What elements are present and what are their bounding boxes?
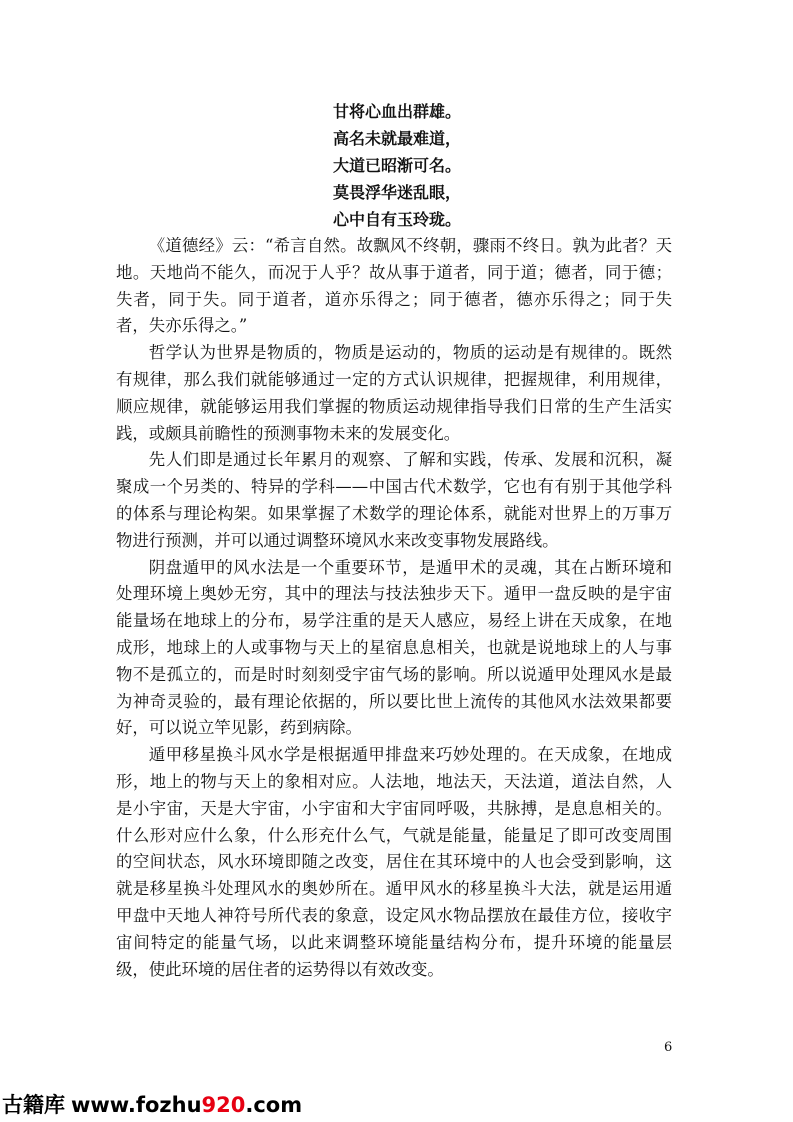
poem-line: 莫畏浮华迷乱眼， <box>333 183 462 202</box>
watermark-site-name: 古籍库 <box>2 1093 65 1117</box>
page-number: 6 <box>664 1040 673 1055</box>
watermark-url-number: 920 <box>201 1093 246 1117</box>
paragraph-daodejing-quote: 《道德经》云：“希言自然。故飘风不终朝，骤雨不终日。孰为此者？天地。天地尚不能久，而况于人乎？故从事于道者，同于道；德者，同于德；失者，同于失。同于道者，道亦乐得之；同于德者，德亦乐得之；同于失者，失亦乐得之。” <box>116 236 672 336</box>
body-text <box>116 233 672 983</box>
poem-line: 高名未就最难道， <box>333 129 462 148</box>
poem-line: 甘将心血出群雄。 <box>333 102 462 121</box>
poem-block <box>333 98 633 233</box>
watermark-url-prefix: www.fozhu <box>71 1093 202 1117</box>
paragraph-philosophy: 哲学认为世界是物质的，物质是运动的，物质的运动是有规律的。既然有规律，那么我们就能够通过一定的方式认识规律，把握规律，利用规律，顺应规律，就能够运用我们掌握的物质运动规律指导我们日常的生产生活实践，或颇具前瞻性的预测事物未来的发展变化。 <box>116 343 672 443</box>
watermark <box>2 1089 302 1119</box>
paragraph-yinpan-dunjia: 阴盘遁甲的风水法是一个重要环节，是遁甲术的灵魂，其在占断环境和处理环境上奥妙无穷，其中的理法与技法独步天下。遁甲一盘反映的是宇宙能量场在地球上的分布，易学注重的是天人感应，易经上讲在天成象，在地成形，地球上的人或事物与天上的星宿息息相关，也就是说地球上的人与事物不是孤立的，而是时时刻刻受宇宙气场的影响。所以说遁甲处理风水是最为神奇灵验的，最有理论依据的，所以要比世上流传的其他风水法效果都要好，可以说立竿见影，药到病除。 <box>116 557 672 738</box>
paragraph-star-moving: 遁甲移星换斗风水学是根据遁甲排盘来巧妙处理的。在天成象，在地成形，地上的物与天上的象相对应。人法地，地法天，天法道，道法自然，人是小宇宙，天是大宇宙，小宇宙和大宇宙同呼吸，共脉搏，是息息相关的。什么形对应什么象，什么形充什么气，气就是能量，能量足了即可改变周围的空间状态，风水环境即随之改变，居住在其环境中的人也会受到影响，这就是移星换斗处理风水的奥妙所在。遁甲风水的移星换斗大法，就是运用遁甲盘中天地人神符号所代表的象意，设定风水物品摆放在最佳方位，接收宇宙间特定的能量气场，以此来调整环境能量结构分布，提升环境的能量层级，使此环境的居住者的运势得以有效改变。 <box>116 745 672 979</box>
poem-line: 心中自有玉玲珑。 <box>333 210 462 229</box>
poem-line: 大道已昭渐可名。 <box>333 156 462 175</box>
paragraph-ancestors: 先人们即是通过长年累月的观察、了解和实践，传承、发展和沉积，凝聚成一个另类的、特异的学科——中国古代术数学，它也有有别于其他学科的体系与理论构架。如果掌握了术数学的理论体系，就能对世界上的万事万物进行预测，并可以通过调整环境风水来改变事物发展路线。 <box>116 450 672 550</box>
watermark-url-suffix: .com <box>245 1093 303 1117</box>
